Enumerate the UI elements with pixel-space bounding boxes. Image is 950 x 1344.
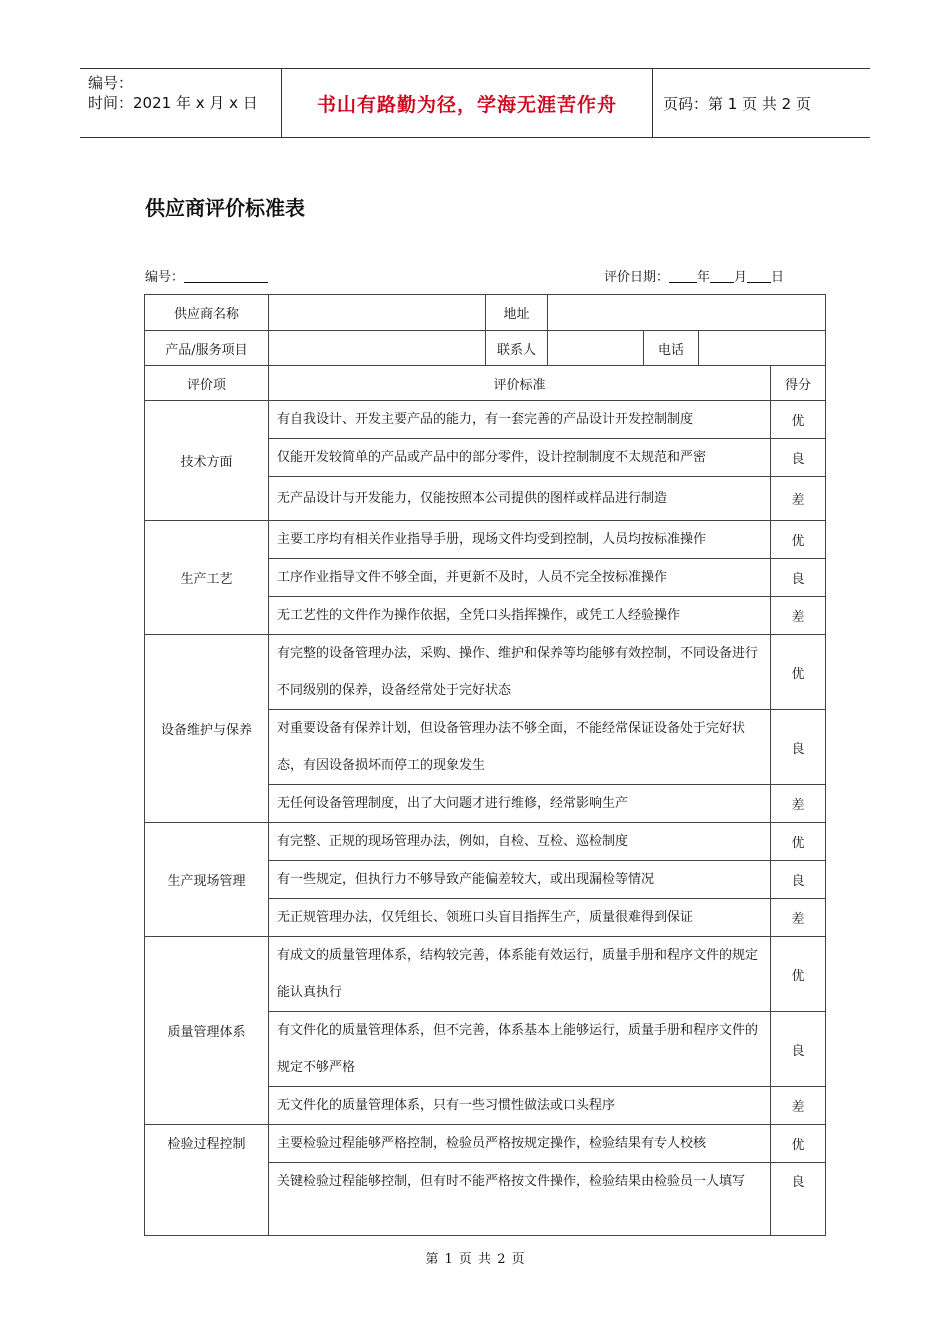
column-header-score: 得分 — [771, 366, 826, 401]
table-row — [145, 1125, 826, 1163]
contact-label: 联系人 — [486, 331, 548, 366]
criteria-text: 关键检验过程能够控制，但有时不能严格按文件操作，检验结果由检验员一人填写 — [269, 1163, 771, 1236]
year-field[interactable] — [669, 269, 697, 283]
section-label: 生产现场管理 — [145, 823, 269, 937]
day-field[interactable] — [747, 269, 771, 283]
column-header-criteria: 评价标准 — [269, 366, 771, 401]
grade-cell: 优 — [771, 1125, 826, 1163]
grade-cell: 良 — [771, 861, 826, 899]
criteria-text: 无正规管理办法，仅凭组长、领班口头盲目指挥生产，质量很难得到保证 — [269, 899, 771, 937]
table-header-row — [145, 366, 826, 401]
criteria-text: 有完整的设备管理办法，采购、操作、维护和保养等均能够有效控制，不同设备进行不同级别的保养，设备经常处于完好状态 — [269, 635, 771, 710]
grade-cell: 良 — [771, 559, 826, 597]
criteria-text: 有完整、正规的现场管理办法，例如，自检、互检、巡检制度 — [269, 823, 771, 861]
criteria-text: 无文件化的质量管理体系，只有一些习惯性做法或口头程序 — [269, 1087, 771, 1125]
grade-cell: 差 — [771, 899, 826, 937]
grade-cell: 优 — [771, 401, 826, 439]
table-row — [145, 401, 826, 439]
criteria-text: 仅能开发较简单的产品或产品中的部分零件，设计控制制度不太规范和严密 — [269, 439, 771, 477]
table-row — [145, 521, 826, 559]
section-label: 设备维护与保养 — [145, 635, 269, 823]
grade-cell: 差 — [771, 597, 826, 635]
section-label: 生产工艺 — [145, 521, 269, 635]
grade-cell: 差 — [771, 477, 826, 521]
table-row — [145, 937, 826, 1012]
supplier-name-field[interactable] — [269, 295, 486, 331]
table-row — [145, 331, 826, 366]
month-field[interactable] — [710, 269, 734, 283]
evaluation-table — [144, 294, 826, 1236]
year-label: 年 — [697, 270, 711, 285]
header-time-label: 时间：2021 年 x 月 x 日 — [88, 94, 258, 112]
criteria-text: 无任何设备管理制度，出了大问题才进行维修，经常影响生产 — [269, 785, 771, 823]
evaluation-date-label: 评价日期： — [604, 270, 670, 285]
phone-field[interactable] — [699, 331, 826, 366]
form-number-field[interactable] — [184, 269, 268, 283]
table-row — [145, 823, 826, 861]
criteria-text: 工序作业指导文件不够全面，并更新不及时，人员不完全按标准操作 — [269, 559, 771, 597]
evaluation-date — [604, 266, 784, 285]
grade-cell: 差 — [771, 785, 826, 823]
criteria-text: 有自我设计、开发主要产品的能力，有一套完善的产品设计开发控制制度 — [269, 401, 771, 439]
grade-cell: 良 — [771, 710, 826, 785]
header-info — [80, 69, 281, 137]
page-footer: 第 1 页 共 2 页 — [425, 1252, 525, 1267]
header-motto: 书山有路勤为径，学海无涯苦作舟 — [281, 69, 653, 137]
form-number-label: 编号： — [145, 270, 185, 285]
product-service-label: 产品/服务项目 — [145, 331, 269, 366]
section-label: 质量管理体系 — [145, 937, 269, 1125]
address-field[interactable] — [548, 295, 826, 331]
table-row — [145, 295, 826, 331]
grade-cell: 优 — [771, 937, 826, 1012]
document-title: 供应商评价标准表 — [145, 196, 305, 220]
form-number — [145, 266, 268, 285]
criteria-text: 对重要设备有保养计划，但设备管理办法不够全面，不能经常保证设备处于完好状态，有因设备损坏而停工的现象发生 — [269, 710, 771, 785]
criteria-text: 有文件化的质量管理体系，但不完善，体系基本上能够运行，质量手册和程序文件的规定不够严格 — [269, 1012, 771, 1087]
contact-field[interactable] — [548, 331, 644, 366]
month-label: 月 — [734, 270, 748, 285]
column-header-item: 评价项 — [145, 366, 269, 401]
address-label: 地址 — [486, 295, 548, 331]
section-label: 技术方面 — [145, 401, 269, 521]
grade-cell: 优 — [771, 521, 826, 559]
criteria-text: 有一些规定，但执行力不够导致产能偏差较大，或出现漏检等情况 — [269, 861, 771, 899]
grade-cell: 差 — [771, 1087, 826, 1125]
table-row — [145, 635, 826, 710]
criteria-text: 主要工序均有相关作业指导手册，现场文件均受到控制，人员均按标准操作 — [269, 521, 771, 559]
phone-label: 电话 — [644, 331, 699, 366]
header-number-label: 编号： — [88, 74, 134, 92]
grade-cell: 良 — [771, 1163, 826, 1236]
day-label: 日 — [771, 270, 785, 285]
criteria-text: 无工艺性的文件作为操作依据，全凭口头指挥操作，或凭工人经验操作 — [269, 597, 771, 635]
section-label: 检验过程控制 — [145, 1125, 269, 1236]
grade-cell: 良 — [771, 439, 826, 477]
grade-cell: 优 — [771, 823, 826, 861]
page-header — [80, 68, 870, 138]
product-service-field[interactable] — [269, 331, 486, 366]
supplier-name-label: 供应商名称 — [145, 295, 269, 331]
header-page-info: 页码：第 1 页 共 2 页 — [663, 94, 811, 113]
criteria-text: 有成文的质量管理体系，结构较完善，体系能有效运行，质量手册和程序文件的规定能认真执行 — [269, 937, 771, 1012]
grade-cell: 优 — [771, 635, 826, 710]
grade-cell: 良 — [771, 1012, 826, 1087]
criteria-text: 主要检验过程能够严格控制，检验员严格按规定操作，检验结果有专人校核 — [269, 1125, 771, 1163]
criteria-text: 无产品设计与开发能力，仅能按照本公司提供的图样或样品进行制造 — [269, 477, 771, 521]
